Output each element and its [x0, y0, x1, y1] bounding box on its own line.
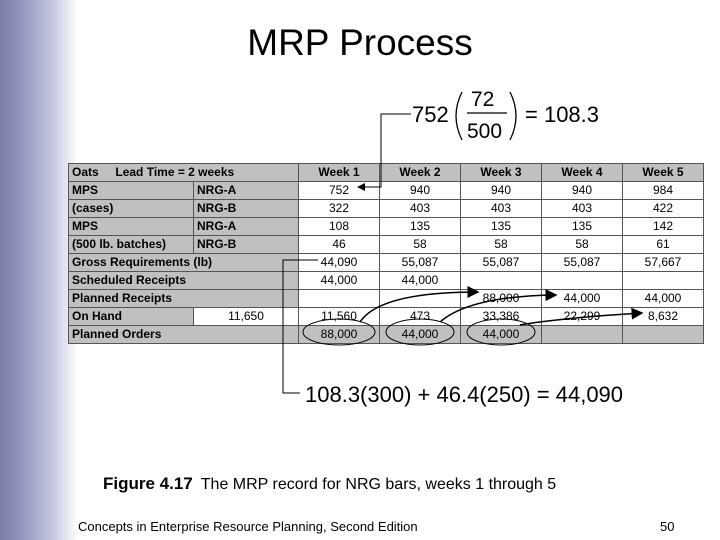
row-product: NRG-A [194, 182, 299, 200]
slide-side-gradient [0, 0, 78, 540]
row-label: Gross Requirements (lb) [69, 254, 299, 272]
header-week-3: Week 3 [461, 164, 542, 182]
table-cell: 44,000 [380, 326, 461, 344]
table-cell: 58 [380, 236, 461, 254]
table-cell: 473 [380, 308, 461, 326]
row-label: Planned Orders [69, 326, 299, 344]
table-row-scheduled-receipts [69, 272, 704, 290]
row-label: On Hand [69, 308, 194, 326]
table-cell: 135 [380, 218, 461, 236]
table-cell: 55,087 [380, 254, 461, 272]
table-cell: 55,087 [542, 254, 623, 272]
table-cell: 940 [461, 182, 542, 200]
table-cell: 322 [299, 200, 380, 218]
table-row-mps-cases-a [69, 182, 704, 200]
figure-caption [103, 474, 556, 494]
table-cell: 33,386 [461, 308, 542, 326]
table-cell: 44,000 [299, 272, 380, 290]
table-cell: 8,632 [623, 308, 704, 326]
table-cell: 752 [299, 182, 380, 200]
header-week-5: Week 5 [623, 164, 704, 182]
header-week-4: Week 4 [542, 164, 623, 182]
table-cell: 940 [380, 182, 461, 200]
table-cell: 44,000 [380, 272, 461, 290]
table-cell: 11,560 [299, 308, 380, 326]
table-cell: 58 [461, 236, 542, 254]
table-cell: 984 [623, 182, 704, 200]
mrp-record-table [68, 163, 704, 344]
table-cell: 403 [542, 200, 623, 218]
row-label: Planned Receipts [69, 290, 299, 308]
table-row-on-hand [69, 308, 704, 326]
table-cell: 142 [623, 218, 704, 236]
header-lead-time: Lead Time = 2 weeks [115, 165, 235, 179]
table-cell: 135 [461, 218, 542, 236]
table-row-planned-receipts [69, 290, 704, 308]
table-cell: 22,299 [542, 308, 623, 326]
table-cell: 940 [542, 182, 623, 200]
table-cell [542, 272, 623, 290]
table-header-row [69, 164, 704, 182]
table-cell: 46 [299, 236, 380, 254]
eq-top-result: = 108.3 [525, 102, 600, 127]
table-cell: 403 [461, 200, 542, 218]
footer-book-title: Concepts in Enterprise Resource Planning, Second Edition [78, 519, 418, 534]
eq-top-numerator: 72 [471, 88, 495, 111]
table-row-mps-batches-a [69, 218, 704, 236]
table-row-planned-orders [69, 326, 704, 344]
table-cell [380, 290, 461, 308]
page-number: 50 [660, 519, 675, 534]
table-row-mps-batches-b [69, 236, 704, 254]
table-cell: 88,000 [461, 290, 542, 308]
table-cell: 44,090 [299, 254, 380, 272]
row-product: NRG-B [194, 236, 299, 254]
on-hand-initial: 11,650 [194, 308, 299, 326]
table-cell [461, 272, 542, 290]
row-label: (500 lb. batches) [69, 236, 194, 254]
row-product: NRG-B [194, 200, 299, 218]
row-label: MPS [69, 218, 194, 236]
row-product: NRG-A [194, 218, 299, 236]
table-cell: 403 [380, 200, 461, 218]
table-cell: 57,667 [623, 254, 704, 272]
table-cell: 61 [623, 236, 704, 254]
header-item-cell [69, 164, 299, 182]
table-cell: 135 [542, 218, 623, 236]
row-label: MPS [69, 182, 194, 200]
table-cell: 44,000 [461, 326, 542, 344]
slide-title: MRP Process [247, 22, 473, 63]
table-cell: 108 [299, 218, 380, 236]
table-cell [623, 272, 704, 290]
bottom-equation-text: 108.3(300) + 46.4(250) = 44,090 [305, 382, 624, 407]
eq-top-lhs: 752 [412, 102, 449, 127]
table-cell: 44,000 [542, 290, 623, 308]
figure-number: Figure 4.17 [103, 474, 193, 493]
table-row-mps-cases-b [69, 200, 704, 218]
table-cell: 55,087 [461, 254, 542, 272]
header-item: Oats [72, 165, 99, 179]
table-cell: 422 [623, 200, 704, 218]
header-week-1: Week 1 [299, 164, 380, 182]
table-cell [623, 326, 704, 344]
figure-caption-text: The MRP record for NRG bars, weeks 1 through 5 [200, 476, 557, 493]
row-label: Scheduled Receipts [69, 272, 299, 290]
table-cell: 44,000 [623, 290, 704, 308]
row-label: (cases) [69, 200, 194, 218]
eq-top-paren-right [510, 92, 516, 140]
eq-top-paren-left [456, 92, 462, 140]
table-cell: 58 [542, 236, 623, 254]
table-row-gross-requirements [69, 254, 704, 272]
table-cell [542, 326, 623, 344]
table-cell: 88,000 [299, 326, 380, 344]
table-cell [299, 290, 380, 308]
header-week-2: Week 2 [380, 164, 461, 182]
eq-top-denominator: 500 [467, 120, 503, 143]
